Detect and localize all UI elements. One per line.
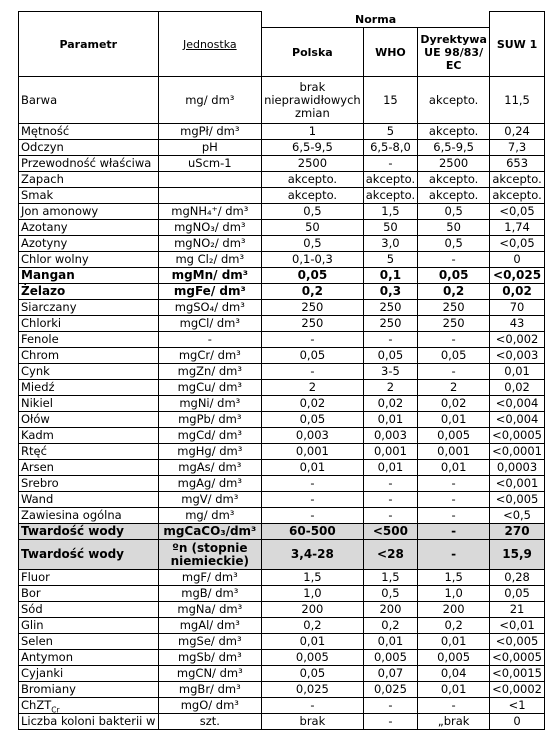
table-row — [19, 380, 545, 396]
cell-polska: - — [262, 476, 364, 492]
cell-unit: mgCaCO₃/dm³ — [158, 524, 262, 540]
cell-polska: - — [262, 492, 364, 508]
cell-polska: 0,05 — [262, 412, 364, 428]
cell-param: Zawiesina ogólna — [19, 508, 159, 524]
cell-polska: 0,5 — [262, 204, 364, 220]
cell-polska: 2 — [262, 380, 364, 396]
cell-who: 0,1 — [363, 268, 417, 284]
cell-polska: 0,5 — [262, 236, 364, 252]
table-row — [19, 650, 545, 666]
cell-unit: mgMn/ dm³ — [158, 268, 262, 284]
cell-polska: 0,05 — [262, 348, 364, 364]
cell-who: 3-5 — [363, 364, 417, 380]
cell-polska: 60-500 — [262, 524, 364, 540]
cell-who: 50 — [363, 220, 417, 236]
cell-polska: 0,2 — [262, 284, 364, 300]
cell-ue: 0,01 — [418, 460, 490, 476]
cell-polska: - — [262, 698, 364, 714]
cell-unit: mgAl/ dm³ — [158, 618, 262, 634]
cell-who: - — [363, 714, 417, 730]
table-row — [19, 618, 545, 634]
table-row — [19, 124, 545, 140]
cell-suw: <0,025 — [490, 268, 545, 284]
cell-suw: <0,0005 — [490, 428, 545, 444]
cell-unit: mg/ dm³ — [158, 508, 262, 524]
cell-suw: 0,0003 — [490, 460, 545, 476]
cell-suw: <0,5 — [490, 508, 545, 524]
cell-ue: 0,5 — [418, 236, 490, 252]
cell-suw: <0,01 — [490, 618, 545, 634]
cell-suw: 0,02 — [490, 380, 545, 396]
cell-suw: 70 — [490, 300, 545, 316]
cell-suw: <0,0001 — [490, 444, 545, 460]
cell-ue: - — [418, 332, 490, 348]
cell-unit: mgCl/ dm³ — [158, 316, 262, 332]
cell-suw: 0 — [490, 252, 545, 268]
cell-ue: - — [418, 508, 490, 524]
table-row — [19, 316, 545, 332]
cell-polska: 0,025 — [262, 682, 364, 698]
cell-who: akcepto. — [363, 172, 417, 188]
cell-polska: 0,2 — [262, 618, 364, 634]
header-norma: Norma — [262, 12, 490, 28]
cell-unit: mgCu/ dm³ — [158, 380, 262, 396]
cell-param: Bor — [19, 586, 159, 602]
cell-ue: akcepto. — [418, 188, 490, 204]
cell-who: <28 — [363, 540, 417, 570]
cell-param: Antymon — [19, 650, 159, 666]
cell-suw: 0,01 — [490, 364, 545, 380]
cell-who: 15 — [363, 77, 417, 124]
cell-unit: mgV/ dm³ — [158, 492, 262, 508]
cell-param: Smak — [19, 188, 159, 204]
table-row — [19, 172, 545, 188]
cell-who: 0,07 — [363, 666, 417, 682]
cell-unit: mgPł/ dm³ — [158, 124, 262, 140]
table-row — [19, 508, 545, 524]
cell-who: 0,005 — [363, 650, 417, 666]
cell-polska: 0,01 — [262, 460, 364, 476]
header-dyrektywa: Dyrektywa UE 98/83/ EC — [418, 28, 490, 77]
cell-unit: mgHg/ dm³ — [158, 444, 262, 460]
cell-who: 1,5 — [363, 570, 417, 586]
table-row — [19, 396, 545, 412]
cell-param: Fluor — [19, 570, 159, 586]
cell-suw: 21 — [490, 602, 545, 618]
cell-suw: <0,001 — [490, 476, 545, 492]
table-body — [19, 77, 545, 730]
cell-param: Mangan — [19, 268, 159, 284]
cell-who: 0,025 — [363, 682, 417, 698]
cell-unit: mgZn/ dm³ — [158, 364, 262, 380]
header-polska: Polska — [262, 28, 364, 77]
cell-polska: 0,003 — [262, 428, 364, 444]
table-row — [19, 492, 545, 508]
cell-who: 3,0 — [363, 236, 417, 252]
table-row — [19, 634, 545, 650]
cell-ue: akcepto. — [418, 172, 490, 188]
cell-suw: <0,003 — [490, 348, 545, 364]
cell-polska: 0,001 — [262, 444, 364, 460]
cell-polska: 0,1-0,3 — [262, 252, 364, 268]
table-row — [19, 77, 545, 124]
cell-ue: 0,005 — [418, 650, 490, 666]
cell-param: Sód — [19, 602, 159, 618]
table-row — [19, 220, 545, 236]
cell-param: Przewodność właściwa — [19, 156, 159, 172]
cell-unit: mgBr/ dm³ — [158, 682, 262, 698]
cell-who: 2 — [363, 380, 417, 396]
cell-unit: mgCN/ dm³ — [158, 666, 262, 682]
cell-unit: ºn (stopnie niemieckie) — [158, 540, 262, 570]
cell-unit: mgSO₄/ dm³ — [158, 300, 262, 316]
cell-suw: <0,005 — [490, 492, 545, 508]
cell-who: 0,5 — [363, 586, 417, 602]
table-row — [19, 444, 545, 460]
table-row — [19, 188, 545, 204]
cell-ue: 0,02 — [418, 396, 490, 412]
cell-suw: 1,74 — [490, 220, 545, 236]
cell-unit: mgO/ dm³ — [158, 698, 262, 714]
table-row — [19, 586, 545, 602]
cell-suw: 270 — [490, 524, 545, 540]
cell-ue: 250 — [418, 300, 490, 316]
cell-unit: mgNH₄⁺/ dm³ — [158, 204, 262, 220]
cell-param: Azotany — [19, 220, 159, 236]
cell-ue: - — [418, 252, 490, 268]
table-row — [19, 524, 545, 540]
cell-polska: - — [262, 364, 364, 380]
table-row — [19, 476, 545, 492]
cell-suw: akcepto. — [490, 172, 545, 188]
table-row — [19, 300, 545, 316]
cell-ue: 0,001 — [418, 444, 490, 460]
table-row — [19, 714, 545, 730]
cell-suw: 0,02 — [490, 284, 545, 300]
cell-who: 0,01 — [363, 460, 417, 476]
cell-suw: 0,24 — [490, 124, 545, 140]
cell-polska: 3,4-28 — [262, 540, 364, 570]
cell-who: 250 — [363, 316, 417, 332]
cell-unit: mgNO₂/ dm³ — [158, 236, 262, 252]
cell-ue: akcepto. — [418, 124, 490, 140]
cell-ue: 2 — [418, 380, 490, 396]
cell-polska: 0,02 — [262, 396, 364, 412]
cell-ue: 0,01 — [418, 412, 490, 428]
cell-unit: szt. — [158, 714, 262, 730]
cell-polska: akcepto. — [262, 172, 364, 188]
cell-who: 6,5-8,0 — [363, 140, 417, 156]
cell-unit: mgSb/ dm³ — [158, 650, 262, 666]
cell-unit: mg/ dm³ — [158, 77, 262, 124]
cell-who: 250 — [363, 300, 417, 316]
cell-who: 5 — [363, 124, 417, 140]
table-row — [19, 252, 545, 268]
cell-who: 1,5 — [363, 204, 417, 220]
table-row — [19, 332, 545, 348]
cell-ue: - — [418, 698, 490, 714]
cell-ue: 200 — [418, 602, 490, 618]
cell-polska: 0,005 — [262, 650, 364, 666]
cell-suw: 653 — [490, 156, 545, 172]
cell-param: Zapach — [19, 172, 159, 188]
cell-unit — [158, 172, 262, 188]
cell-who: - — [363, 698, 417, 714]
header-jednostka: Jednostka — [158, 12, 262, 77]
cell-who: 0,01 — [363, 412, 417, 428]
cell-param: Arsen — [19, 460, 159, 476]
cell-suw: 15,9 — [490, 540, 545, 570]
cell-param: Mętność — [19, 124, 159, 140]
cell-unit: mgB/ dm³ — [158, 586, 262, 602]
table-row — [19, 570, 545, 586]
cell-param: Nikiel — [19, 396, 159, 412]
cell-param: Rtęć — [19, 444, 159, 460]
water-quality-table — [18, 11, 545, 730]
cell-param: Odczyn — [19, 140, 159, 156]
table-row — [19, 236, 545, 252]
cell-ue: 0,5 — [418, 204, 490, 220]
cell-param: Cyjanki — [19, 666, 159, 682]
cell-polska: 1 — [262, 124, 364, 140]
cell-polska: 2500 — [262, 156, 364, 172]
table-row — [19, 540, 545, 570]
cell-param: Ołów — [19, 412, 159, 428]
cell-polska: 250 — [262, 316, 364, 332]
table-row — [19, 682, 545, 698]
cell-param: Cynk — [19, 364, 159, 380]
cell-param: Glin — [19, 618, 159, 634]
cell-suw: 0 — [490, 714, 545, 730]
cell-suw: 0,05 — [490, 586, 545, 602]
cell-ue: 6,5-9,5 — [418, 140, 490, 156]
table-row — [19, 666, 545, 682]
cell-ue: - — [418, 492, 490, 508]
table-row — [19, 204, 545, 220]
cell-param: Żelazo — [19, 284, 159, 300]
cell-param: Chlorki — [19, 316, 159, 332]
cell-who: - — [363, 332, 417, 348]
cell-ue: - — [418, 364, 490, 380]
cell-unit: mgNO₃/ dm³ — [158, 220, 262, 236]
cell-polska: brak nieprawidłowych zmian — [262, 77, 364, 124]
cell-unit: mgAg/ dm³ — [158, 476, 262, 492]
cell-param: ChZT$_{Cr}$ — [19, 698, 159, 714]
cell-ue: 0,01 — [418, 634, 490, 650]
cell-param: Jon amonowy — [19, 204, 159, 220]
cell-param: Kadm — [19, 428, 159, 444]
cell-suw: <1 — [490, 698, 545, 714]
cell-who: 0,01 — [363, 634, 417, 650]
cell-suw: akcepto. — [490, 188, 545, 204]
cell-suw: <0,05 — [490, 204, 545, 220]
cell-ue: 50 — [418, 220, 490, 236]
cell-suw: <0,0005 — [490, 650, 545, 666]
cell-polska: - — [262, 508, 364, 524]
cell-polska: 0,05 — [262, 666, 364, 682]
cell-param: Chrom — [19, 348, 159, 364]
cell-ue: 1,0 — [418, 586, 490, 602]
cell-param: Azotyny — [19, 236, 159, 252]
cell-param: Siarczany — [19, 300, 159, 316]
cell-suw: 0,28 — [490, 570, 545, 586]
cell-param: Fenole — [19, 332, 159, 348]
cell-unit: mgFe/ dm³ — [158, 284, 262, 300]
cell-suw: <0,0002 — [490, 682, 545, 698]
cell-unit: mg Cl₂/ dm³ — [158, 252, 262, 268]
cell-param: Wand — [19, 492, 159, 508]
table-row — [19, 284, 545, 300]
cell-polska: 1,0 — [262, 586, 364, 602]
cell-param: Miedź — [19, 380, 159, 396]
table-row — [19, 348, 545, 364]
cell-polska: - — [262, 332, 364, 348]
cell-ue: 0,05 — [418, 348, 490, 364]
table-row — [19, 460, 545, 476]
cell-polska: akcepto. — [262, 188, 364, 204]
cell-unit: mgNa/ dm³ — [158, 602, 262, 618]
cell-who: - — [363, 492, 417, 508]
cell-ue: 250 — [418, 316, 490, 332]
cell-unit: mgPb/ dm³ — [158, 412, 262, 428]
cell-polska: 0,05 — [262, 268, 364, 284]
cell-polska: 0,01 — [262, 634, 364, 650]
cell-ue: „brak — [418, 714, 490, 730]
cell-unit: mgSe/ dm³ — [158, 634, 262, 650]
cell-unit — [158, 188, 262, 204]
cell-who: 0,05 — [363, 348, 417, 364]
cell-ue: - — [418, 540, 490, 570]
cell-unit: mgNi/ dm³ — [158, 396, 262, 412]
table-row — [19, 602, 545, 618]
cell-param: Liczba koloni bakterii w — [19, 714, 159, 730]
table-row — [19, 156, 545, 172]
cell-ue: 0,01 — [418, 682, 490, 698]
cell-polska: 6,5-9,5 — [262, 140, 364, 156]
cell-ue: - — [418, 476, 490, 492]
table-row — [19, 268, 545, 284]
cell-param: Barwa — [19, 77, 159, 124]
cell-polska: 1,5 — [262, 570, 364, 586]
cell-ue: akcepto. — [418, 77, 490, 124]
cell-unit: mgF/ dm³ — [158, 570, 262, 586]
cell-suw: 11,5 — [490, 77, 545, 124]
cell-ue: 0,04 — [418, 666, 490, 682]
cell-who: - — [363, 476, 417, 492]
cell-who: 0,001 — [363, 444, 417, 460]
cell-who: - — [363, 508, 417, 524]
cell-unit: mgCr/ dm³ — [158, 348, 262, 364]
cell-unit: uScm-1 — [158, 156, 262, 172]
cell-param: Twardość wody — [19, 524, 159, 540]
cell-param: Bromiany — [19, 682, 159, 698]
cell-who: 5 — [363, 252, 417, 268]
cell-polska: 200 — [262, 602, 364, 618]
cell-param: Twardość wody — [19, 540, 159, 570]
cell-who: akcepto. — [363, 188, 417, 204]
table-row — [19, 428, 545, 444]
header-suw: SUW 1 — [490, 12, 545, 77]
cell-polska: 250 — [262, 300, 364, 316]
header-parametr: Parametr — [19, 12, 159, 77]
cell-ue: 2500 — [418, 156, 490, 172]
cell-suw: <0,05 — [490, 236, 545, 252]
header-who: WHO — [363, 28, 417, 77]
cell-unit: mgCd/ dm³ — [158, 428, 262, 444]
cell-ue: 0,05 — [418, 268, 490, 284]
cell-param: Chlor wolny — [19, 252, 159, 268]
cell-suw: 43 — [490, 316, 545, 332]
cell-polska: 50 — [262, 220, 364, 236]
cell-who: - — [363, 156, 417, 172]
cell-who: <500 — [363, 524, 417, 540]
cell-suw: <0,002 — [490, 332, 545, 348]
cell-param: Selen — [19, 634, 159, 650]
cell-who: 200 — [363, 602, 417, 618]
cell-suw: <0,005 — [490, 634, 545, 650]
table-row — [19, 412, 545, 428]
cell-unit: pH — [158, 140, 262, 156]
cell-ue: 1,5 — [418, 570, 490, 586]
cell-who: 0,2 — [363, 618, 417, 634]
cell-ue: 0,2 — [418, 284, 490, 300]
table-row — [19, 698, 545, 714]
cell-suw: 7,3 — [490, 140, 545, 156]
cell-who: 0,02 — [363, 396, 417, 412]
cell-polska: brak — [262, 714, 364, 730]
cell-suw: <0,0015 — [490, 666, 545, 682]
cell-suw: <0,004 — [490, 412, 545, 428]
cell-suw: <0,004 — [490, 396, 545, 412]
cell-param: Srebro — [19, 476, 159, 492]
table-row — [19, 140, 545, 156]
cell-who: 0,3 — [363, 284, 417, 300]
cell-unit: mgAs/ dm³ — [158, 460, 262, 476]
table-row — [19, 364, 545, 380]
cell-ue: - — [418, 524, 490, 540]
cell-ue: 0,2 — [418, 618, 490, 634]
cell-ue: 0,005 — [418, 428, 490, 444]
cell-unit: - — [158, 332, 262, 348]
cell-who: 0,003 — [363, 428, 417, 444]
